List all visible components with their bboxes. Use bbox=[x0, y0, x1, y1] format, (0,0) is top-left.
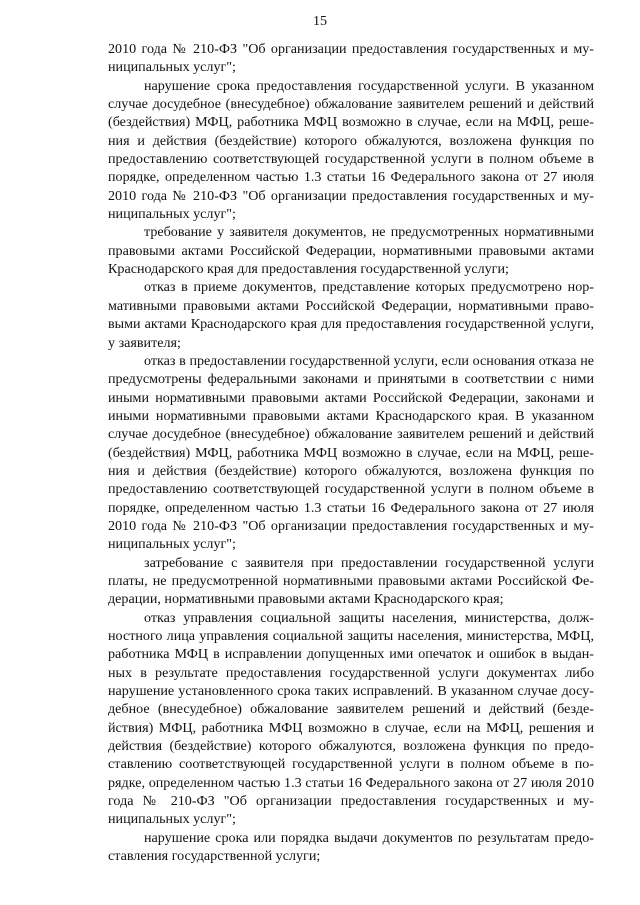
paragraph-continuation: 2010 года № 210-ФЗ "Об организации предоставления государственных и муниципальных услуг"; bbox=[108, 41, 594, 76]
paragraph-refusal-to-provide: отказ в предоставлении государственной услуги, если основания отказа не предусмотрены федеральными законами и принятыми в соответствии с ними иными нормативными правовыми актами Российской Федерации, законами и иными нормативными правовыми актами Краснодарского края. В указанном случае досудебное (внесудебное) обжалование заявителем решений и действий (бездействия) МФЦ, работника МФЦ возможно в случае, если на МФЦ, решения и действия (бездействие) которого обжалуются, возложена функция по предоставлению соответствующей государственной услуги в полном объеме в порядке, определенном частью 1.3 статьи 16 Федерального закона от 27 июля 2010 года № 210-ФЗ "Об организации предоставления государственных и муниципальных услуг"; bbox=[108, 352, 594, 553]
page-number: 15 bbox=[313, 14, 327, 29]
paragraph-issuance-violation: нарушение срока или порядка выдачи документов по результатам предоставления государственной услуги; bbox=[108, 829, 594, 865]
paragraph-refusal-to-accept: отказ в приеме документов, представление которых предусмотрено нормативными правовыми актами Российской Федерации, нормативными правовыми актами Краснодарского края для предоставления государственной услуги, у заявителя; bbox=[108, 279, 594, 351]
paragraph-document-requirement: требование у заявителя документов, не предусмотренных нормативными правовыми актами Российской Федерации, нормативными правовыми актами Краснодарского края для предоставления государственной услуги; bbox=[108, 224, 594, 278]
paragraph-deadline-violation: нарушение срока предоставления государственной услуги. В указанном случае досудебное (внесудебное) обжалование заявителем решений и действий (бездействия) МФЦ, работника МФЦ возможно в случае, если на МФЦ, решения и действия (бездействие) которого обжалуются, возложена функция по предоставлению соответствующей государственной услуги в полном объеме в порядке, определенном частью 1.3 статьи 16 Федерального закона от 27 июля 2010 года № 210-ФЗ "Об организации предоставления государственных и муниципальных услуг"; bbox=[108, 77, 594, 223]
paragraph-correction-refusal: отказ управления социальной защиты населения, министерства, должностного лица управления социальной защиты населения, министерства, МФЦ, работника МФЦ в исправлении допущенных ими опечаток и ошибок в выданных в результате предоставления государственной услуги документах либо нарушение установленного срока таких исправлений. В указанном случае досудебное (внесудебное) обжалование заявителем решений и действий (бездействия) МФЦ, работника МФЦ возможно в случае, если на МФЦ, решения и действия (бездействие) которого обжалуются, возложена функция по предоставлению соответствующей государственной услуги в полном объеме в порядке, определенном частью 1.3 статьи 16 Федерального закона от 27 июля 2010 года № 210-ФЗ "Об организации предоставления государственных и муниципальных услуг"; bbox=[108, 609, 594, 828]
document-body bbox=[108, 40, 594, 865]
paragraph-fee-demand: затребование с заявителя при предоставлении государственной услуги платы, не предусмотренной нормативными правовыми актами Российской Федерации, нормативными правовыми актами Краснодарского края; bbox=[108, 554, 594, 608]
